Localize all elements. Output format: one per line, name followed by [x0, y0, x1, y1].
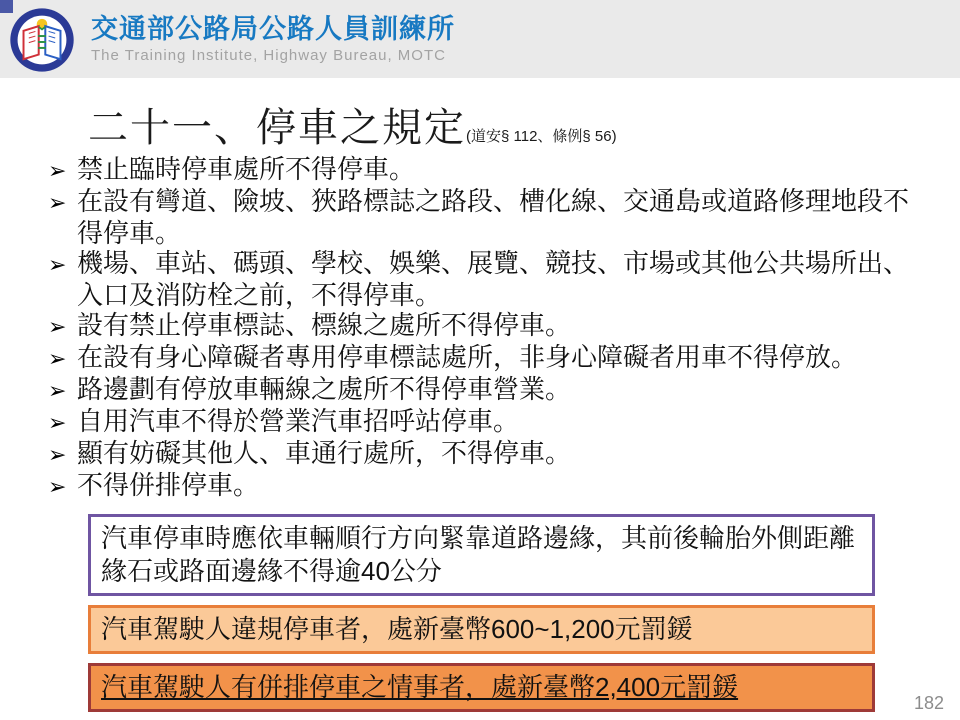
- arrow-bullet-icon: ➢: [48, 474, 67, 499]
- bullet-text: 不得併排停車。: [77, 470, 260, 500]
- bullet-item: [48, 342, 916, 374]
- rule-box-text: 汽車駕駛人違規停車者，處新臺幣600~1,200元罰鍰: [101, 614, 693, 644]
- header-subtitle: The Training Institute, Highway Bureau, MOTC: [91, 47, 446, 64]
- bullet-item: [48, 374, 916, 406]
- page-number: 182: [913, 693, 944, 713]
- arrow-bullet-icon: ➢: [48, 190, 67, 215]
- arrow-bullet-icon: ➢: [48, 346, 67, 371]
- bullet-text: 在設有身心障礙者專用停車標誌處所，非身心障礙者用車不得停放。: [77, 342, 858, 372]
- rule-box-illegal-parking-fine: [88, 605, 875, 654]
- rule-box-text: 汽車駕駛人有併排停車之情事者，處新臺幣2,400元罰鍰: [101, 672, 739, 702]
- slide-title-row: [88, 96, 617, 153]
- slide-title: 二十一、停車之規定: [88, 106, 466, 150]
- bullet-text: 禁止臨時停車處所不得停車。: [77, 154, 416, 184]
- bullet-item: [48, 406, 916, 438]
- bullet-text: 設有禁止停車標誌、標線之處所不得停車。: [77, 310, 572, 340]
- arrow-bullet-icon: ➢: [48, 314, 67, 339]
- rule-boxes: [88, 514, 875, 720]
- slide-title-legal-reference: (道安§ 112、條例§ 56): [466, 128, 617, 145]
- bullet-text: 路邊劃有停放車輛線之處所不得停車營業。: [77, 374, 572, 404]
- corner-decoration: [0, 0, 13, 13]
- bullet-list: [48, 154, 916, 502]
- bullet-item: [48, 310, 916, 342]
- bullet-item: [48, 438, 916, 470]
- bullet-item: [48, 470, 916, 502]
- arrow-bullet-icon: ➢: [48, 378, 67, 403]
- bullet-text: 顯有妨礙其他人、車通行處所，不得停車。: [77, 438, 572, 468]
- bullet-item: [48, 248, 916, 310]
- rule-box-double-parking-fine: [88, 663, 875, 712]
- arrow-bullet-icon: ➢: [48, 158, 67, 183]
- bullet-item: [48, 154, 916, 186]
- rule-box-text: 汽車停車時應依車輛順行方向緊靠道路邊緣，其前後輪胎外側距離緣石或路面邊緣不得逾40公分: [101, 523, 856, 586]
- header-text-block: [91, 14, 455, 64]
- header-band: [0, 0, 960, 78]
- bullet-text: 在設有彎道、險坡、狹路標誌之路段、槽化線、交通島或道路修理地段不得停車。: [77, 186, 910, 248]
- header-title: 交通部公路局公路人員訓練所: [91, 14, 455, 44]
- arrow-bullet-icon: ➢: [48, 442, 67, 467]
- bullet-text: 自用汽車不得於營業汽車招呼站停車。: [77, 406, 520, 436]
- institute-logo-icon: [9, 7, 75, 73]
- bullet-item: [48, 186, 916, 248]
- bullet-text: 機場、車站、碼頭、學校、娛樂、展覽、競技、市場或其他公共場所出、入口及消防栓之前，不得停車。: [77, 248, 910, 310]
- arrow-bullet-icon: ➢: [48, 252, 67, 277]
- arrow-bullet-icon: ➢: [48, 410, 67, 435]
- rule-box-parking-position: [88, 514, 875, 596]
